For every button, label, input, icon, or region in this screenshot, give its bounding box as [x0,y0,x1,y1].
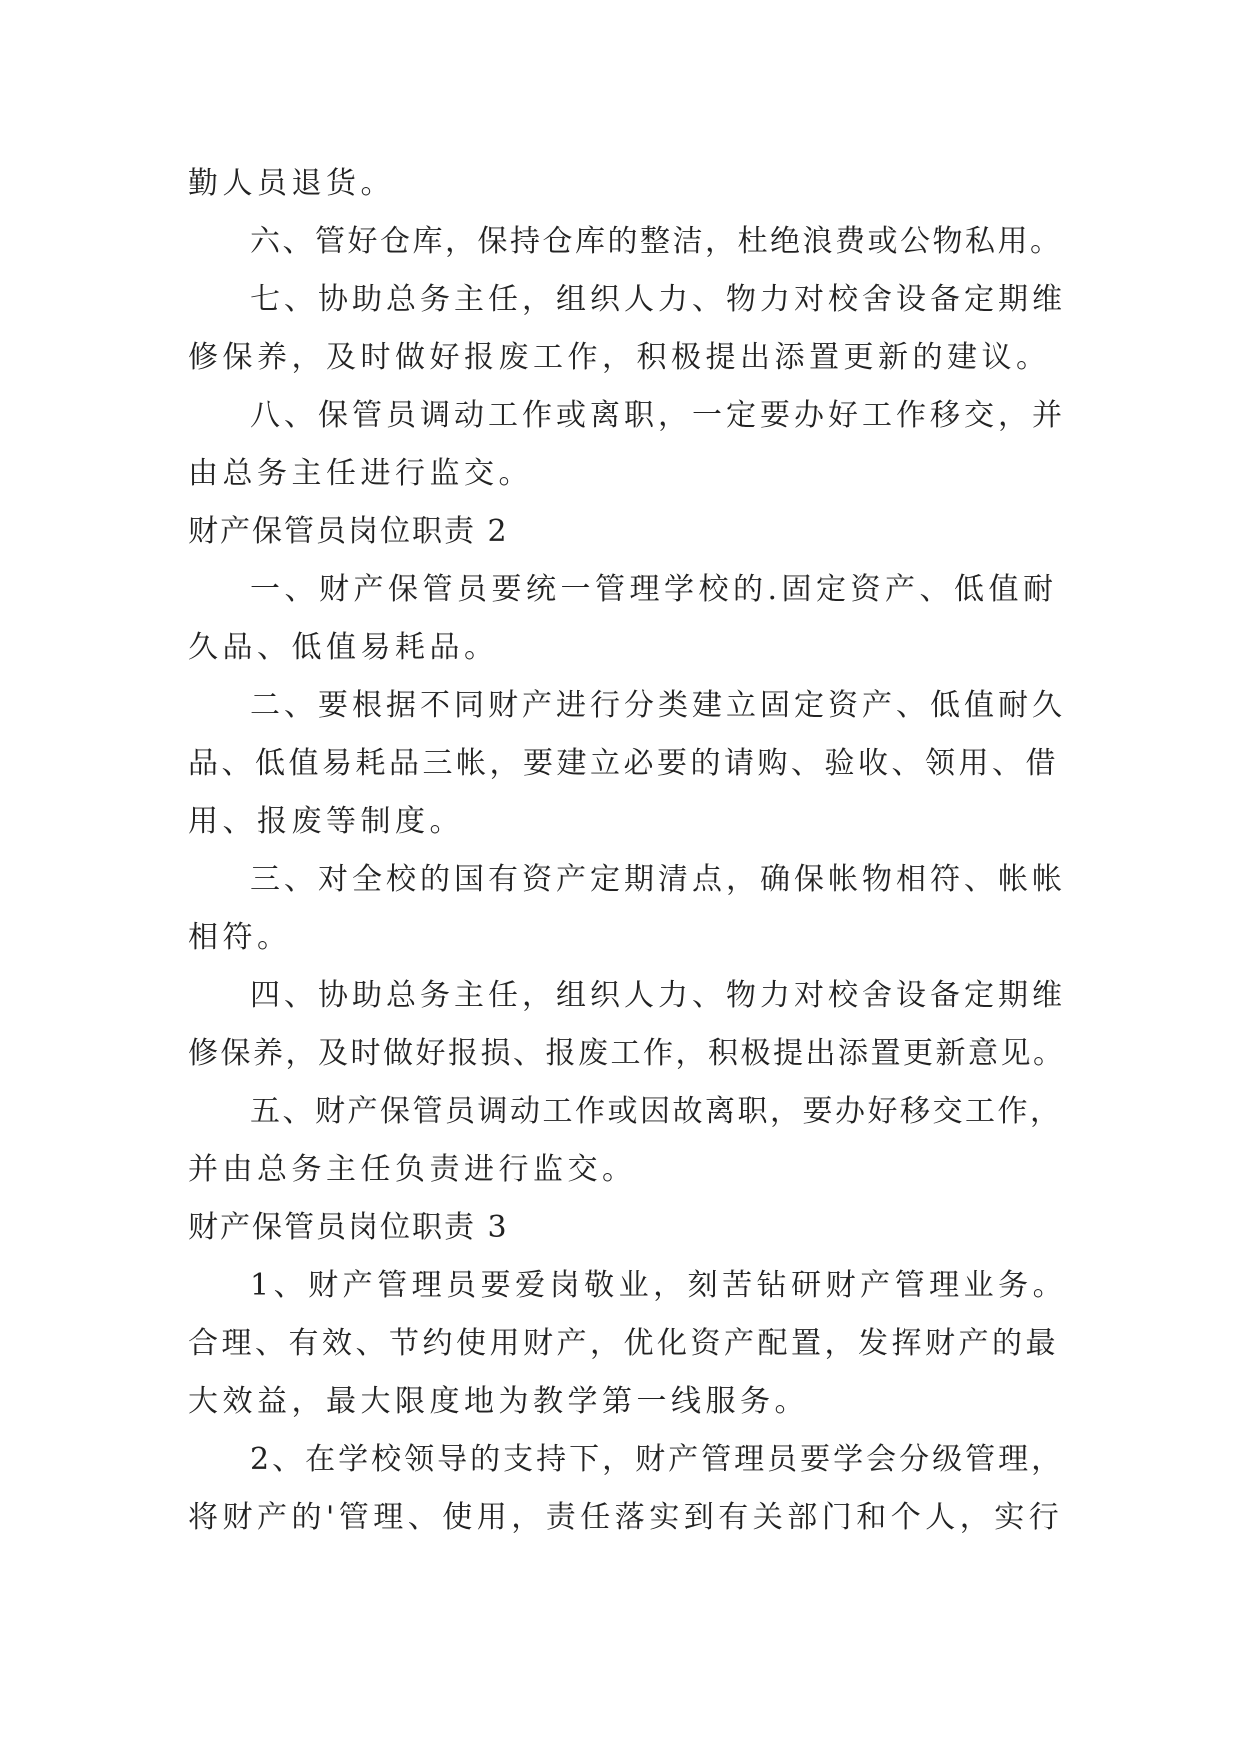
paragraph-line: 久品、低值易耗品。 [188,630,499,665]
paragraph-line: 二、要根据不同财产进行分类建立固定资产、低值耐久 [250,688,1066,723]
paragraph-line: 修保养，及时做好报废工作，积极提出添置更新的建议。 [188,340,1051,375]
paragraph-line: 1、财产管理员要爱岗敬业，刻苦钻研财产管理业务。 [250,1268,1068,1303]
paragraph-line: 由总务主任进行监交。 [188,456,533,491]
paragraph-line: 勤人员退货。 [188,166,395,201]
section-heading: 财产保管员岗位职责 2 [188,514,509,549]
paragraph-line: 合理、有效、节约使用财产，优化资产配置，发挥财产的最 [188,1326,1059,1361]
paragraph-line: 一、财产保管员要统一管理学校的.固定资产、低值耐 [250,572,1058,607]
paragraph-line: 三、对全校的国有资产定期清点，确保帐物相符、帐帐 [250,862,1066,897]
paragraph-line: 用、报废等制度。 [188,804,464,839]
paragraph-line: 并由总务主任负责进行监交。 [188,1152,637,1187]
paragraph-line: 2、在学校领导的支持下，财产管理员要学会分级管理， [250,1442,1065,1477]
paragraph-line: 七、协助总务主任，组织人力、物力对校舍设备定期维 [250,282,1066,317]
section-heading: 财产保管员岗位职责 3 [188,1210,509,1245]
paragraph-line: 大效益，最大限度地为教学第一线服务。 [188,1384,809,1419]
document-body [188,155,1068,1547]
paragraph-line: 修保养，及时做好报损、报废工作，积极提出添置更新意见。 [188,1036,1066,1071]
paragraph-line: 四、协助总务主任，组织人力、物力对校舍设备定期维 [250,978,1066,1013]
paragraph-line: 品、低值易耗品三帐，要建立必要的请购、验收、领用、借 [188,746,1059,781]
paragraph-line: 八、保管员调动工作或离职，一定要办好工作移交，并 [250,398,1066,433]
paragraph-line: 六、管好仓库，保持仓库的整洁，杜绝浪费或公物私用。 [250,224,1063,259]
paragraph-line: 相符。 [188,920,292,955]
paragraph-line: 将财产的'管理、使用，责任落实到有关部门和个人，实行 [188,1500,1064,1535]
paragraph-line: 五、财产保管员调动工作或因故离职，要办好移交工作， [250,1094,1063,1129]
